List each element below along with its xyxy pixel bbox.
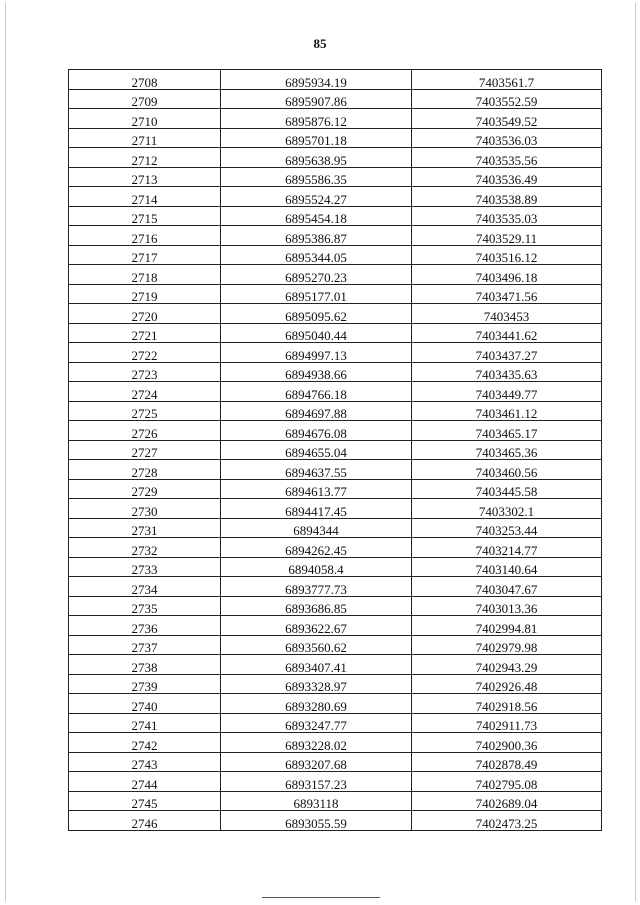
y-coordinate-cell: 7403047.67 xyxy=(412,577,602,597)
y-coordinate-cell: 7403214.77 xyxy=(412,538,602,558)
y-coordinate-cell: 7403453 xyxy=(412,304,602,324)
x-coordinate-cell: 6895586.35 xyxy=(221,167,412,187)
table-row xyxy=(69,343,602,363)
table-row xyxy=(69,635,602,655)
point-number-cell: 2724 xyxy=(69,382,221,402)
y-coordinate-cell: 7402878.49 xyxy=(412,752,602,772)
point-number-cell: 2731 xyxy=(69,518,221,538)
table-row xyxy=(69,70,602,90)
table-row xyxy=(69,772,602,792)
x-coordinate-cell: 6895177.01 xyxy=(221,284,412,304)
point-number-cell: 2721 xyxy=(69,323,221,343)
y-coordinate-cell: 7403449.77 xyxy=(412,382,602,402)
table-row xyxy=(69,362,602,382)
table-row xyxy=(69,148,602,168)
x-coordinate-cell: 6893560.62 xyxy=(221,635,412,655)
y-coordinate-cell: 7403549.52 xyxy=(412,109,602,129)
x-coordinate-cell: 6894655.04 xyxy=(221,440,412,460)
point-number-cell: 2735 xyxy=(69,596,221,616)
table-row xyxy=(69,499,602,519)
point-number-cell: 2728 xyxy=(69,460,221,480)
point-number-cell: 2733 xyxy=(69,557,221,577)
y-coordinate-cell: 7403535.56 xyxy=(412,148,602,168)
y-coordinate-cell: 7402994.81 xyxy=(412,616,602,636)
table-row xyxy=(69,421,602,441)
y-coordinate-cell: 7403140.64 xyxy=(412,557,602,577)
x-coordinate-cell: 6893686.85 xyxy=(221,596,412,616)
point-number-cell: 2745 xyxy=(69,791,221,811)
y-coordinate-cell: 7403529.11 xyxy=(412,226,602,246)
point-number-cell: 2746 xyxy=(69,811,221,831)
table-row xyxy=(69,460,602,480)
page-number: 85 xyxy=(313,36,327,51)
table-row xyxy=(69,557,602,577)
y-coordinate-cell: 7403435.63 xyxy=(412,362,602,382)
point-number-cell: 2726 xyxy=(69,421,221,441)
y-coordinate-cell: 7403552.59 xyxy=(412,89,602,109)
point-number-cell: 2725 xyxy=(69,401,221,421)
point-number-cell: 2742 xyxy=(69,733,221,753)
y-coordinate-cell: 7402911.73 xyxy=(412,713,602,733)
x-coordinate-cell: 6894766.18 xyxy=(221,382,412,402)
point-number-cell: 2717 xyxy=(69,245,221,265)
x-coordinate-cell: 6894997.13 xyxy=(221,343,412,363)
x-coordinate-cell: 6893247.77 xyxy=(221,713,412,733)
y-coordinate-cell: 7403496.18 xyxy=(412,265,602,285)
x-coordinate-cell: 6894613.77 xyxy=(221,479,412,499)
x-coordinate-cell: 6894697.88 xyxy=(221,401,412,421)
table-row xyxy=(69,655,602,675)
point-number-cell: 2715 xyxy=(69,206,221,226)
x-coordinate-cell: 6893777.73 xyxy=(221,577,412,597)
bottom-rule xyxy=(262,897,380,898)
x-coordinate-cell: 6895454.18 xyxy=(221,206,412,226)
y-coordinate-cell: 7403441.62 xyxy=(412,323,602,343)
y-coordinate-cell: 7403536.49 xyxy=(412,167,602,187)
y-coordinate-cell: 7403561.7 xyxy=(412,70,602,90)
table-row xyxy=(69,265,602,285)
point-number-cell: 2709 xyxy=(69,89,221,109)
table-row xyxy=(69,791,602,811)
table-row xyxy=(69,733,602,753)
point-number-cell: 2712 xyxy=(69,148,221,168)
x-coordinate-cell: 6893055.59 xyxy=(221,811,412,831)
x-coordinate-cell: 6894262.45 xyxy=(221,538,412,558)
y-coordinate-cell: 7402795.08 xyxy=(412,772,602,792)
x-coordinate-cell: 6895638.95 xyxy=(221,148,412,168)
table-row xyxy=(69,226,602,246)
y-coordinate-cell: 7403516.12 xyxy=(412,245,602,265)
table-row xyxy=(69,713,602,733)
x-coordinate-cell: 6894058.4 xyxy=(221,557,412,577)
y-coordinate-cell: 7403460.56 xyxy=(412,460,602,480)
y-coordinate-cell: 7402689.04 xyxy=(412,791,602,811)
point-number-cell: 2738 xyxy=(69,655,221,675)
x-coordinate-cell: 6893622.67 xyxy=(221,616,412,636)
table-row xyxy=(69,382,602,402)
point-number-cell: 2729 xyxy=(69,479,221,499)
table-row xyxy=(69,518,602,538)
x-coordinate-cell: 6895386.87 xyxy=(221,226,412,246)
point-number-cell: 2711 xyxy=(69,128,221,148)
point-number-cell: 2723 xyxy=(69,362,221,382)
y-coordinate-cell: 7403465.17 xyxy=(412,421,602,441)
point-number-cell: 2713 xyxy=(69,167,221,187)
table-row xyxy=(69,596,602,616)
x-coordinate-cell: 6895907.86 xyxy=(221,89,412,109)
x-coordinate-cell: 6895040.44 xyxy=(221,323,412,343)
table-row xyxy=(69,577,602,597)
point-number-cell: 2737 xyxy=(69,635,221,655)
point-number-cell: 2720 xyxy=(69,304,221,324)
coordinates-table xyxy=(68,69,602,831)
y-coordinate-cell: 7403465.36 xyxy=(412,440,602,460)
y-coordinate-cell: 7403013.36 xyxy=(412,596,602,616)
point-number-cell: 2710 xyxy=(69,109,221,129)
y-coordinate-cell: 7403536.03 xyxy=(412,128,602,148)
y-coordinate-cell: 7403437.27 xyxy=(412,343,602,363)
y-coordinate-cell: 7402943.29 xyxy=(412,655,602,675)
y-coordinate-cell: 7403253.44 xyxy=(412,518,602,538)
x-coordinate-cell: 6893207.68 xyxy=(221,752,412,772)
y-coordinate-cell: 7403302.1 xyxy=(412,499,602,519)
point-number-cell: 2730 xyxy=(69,499,221,519)
table-row xyxy=(69,128,602,148)
table-row xyxy=(69,752,602,772)
table-row xyxy=(69,440,602,460)
x-coordinate-cell: 6895524.27 xyxy=(221,187,412,207)
x-coordinate-cell: 6895934.19 xyxy=(221,70,412,90)
table-row xyxy=(69,284,602,304)
point-number-cell: 2719 xyxy=(69,284,221,304)
y-coordinate-cell: 7402926.48 xyxy=(412,674,602,694)
x-coordinate-cell: 6895701.18 xyxy=(221,128,412,148)
y-coordinate-cell: 7402473.25 xyxy=(412,811,602,831)
table-row xyxy=(69,323,602,343)
x-coordinate-cell: 6893407.41 xyxy=(221,655,412,675)
table-row xyxy=(69,304,602,324)
point-number-cell: 2716 xyxy=(69,226,221,246)
table-row xyxy=(69,616,602,636)
y-coordinate-cell: 7402979.98 xyxy=(412,635,602,655)
table-row xyxy=(69,538,602,558)
point-number-cell: 2727 xyxy=(69,440,221,460)
table-row xyxy=(69,401,602,421)
table-row xyxy=(69,187,602,207)
table-row xyxy=(69,674,602,694)
point-number-cell: 2708 xyxy=(69,70,221,90)
x-coordinate-cell: 6894637.55 xyxy=(221,460,412,480)
table-row xyxy=(69,245,602,265)
y-coordinate-cell: 7402900.36 xyxy=(412,733,602,753)
point-number-cell: 2740 xyxy=(69,694,221,714)
table-row xyxy=(69,479,602,499)
y-coordinate-cell: 7403471.56 xyxy=(412,284,602,304)
y-coordinate-cell: 7403535.03 xyxy=(412,206,602,226)
point-number-cell: 2736 xyxy=(69,616,221,636)
x-coordinate-cell: 6893280.69 xyxy=(221,694,412,714)
x-coordinate-cell: 6895344.05 xyxy=(221,245,412,265)
point-number-cell: 2718 xyxy=(69,265,221,285)
x-coordinate-cell: 6895270.23 xyxy=(221,265,412,285)
table-row xyxy=(69,167,602,187)
table-row xyxy=(69,206,602,226)
y-coordinate-cell: 7403538.89 xyxy=(412,187,602,207)
x-coordinate-cell: 6894676.08 xyxy=(221,421,412,441)
x-coordinate-cell: 6894344 xyxy=(221,518,412,538)
x-coordinate-cell: 6893328.97 xyxy=(221,674,412,694)
y-coordinate-cell: 7402918.56 xyxy=(412,694,602,714)
point-number-cell: 2722 xyxy=(69,343,221,363)
x-coordinate-cell: 6894417.45 xyxy=(221,499,412,519)
y-coordinate-cell: 7403461.12 xyxy=(412,401,602,421)
x-coordinate-cell: 6893157.23 xyxy=(221,772,412,792)
point-number-cell: 2734 xyxy=(69,577,221,597)
y-coordinate-cell: 7403445.58 xyxy=(412,479,602,499)
table-row xyxy=(69,694,602,714)
point-number-cell: 2744 xyxy=(69,772,221,792)
coordinates-table-body xyxy=(69,70,602,831)
x-coordinate-cell: 6895876.12 xyxy=(221,109,412,129)
point-number-cell: 2743 xyxy=(69,752,221,772)
point-number-cell: 2739 xyxy=(69,674,221,694)
x-coordinate-cell: 6895095.62 xyxy=(221,304,412,324)
point-number-cell: 2714 xyxy=(69,187,221,207)
table-row xyxy=(69,109,602,129)
table-row xyxy=(69,89,602,109)
x-coordinate-cell: 6893228.02 xyxy=(221,733,412,753)
point-number-cell: 2732 xyxy=(69,538,221,558)
table-row xyxy=(69,811,602,831)
x-coordinate-cell: 6893118 xyxy=(221,791,412,811)
x-coordinate-cell: 6894938.66 xyxy=(221,362,412,382)
point-number-cell: 2741 xyxy=(69,713,221,733)
